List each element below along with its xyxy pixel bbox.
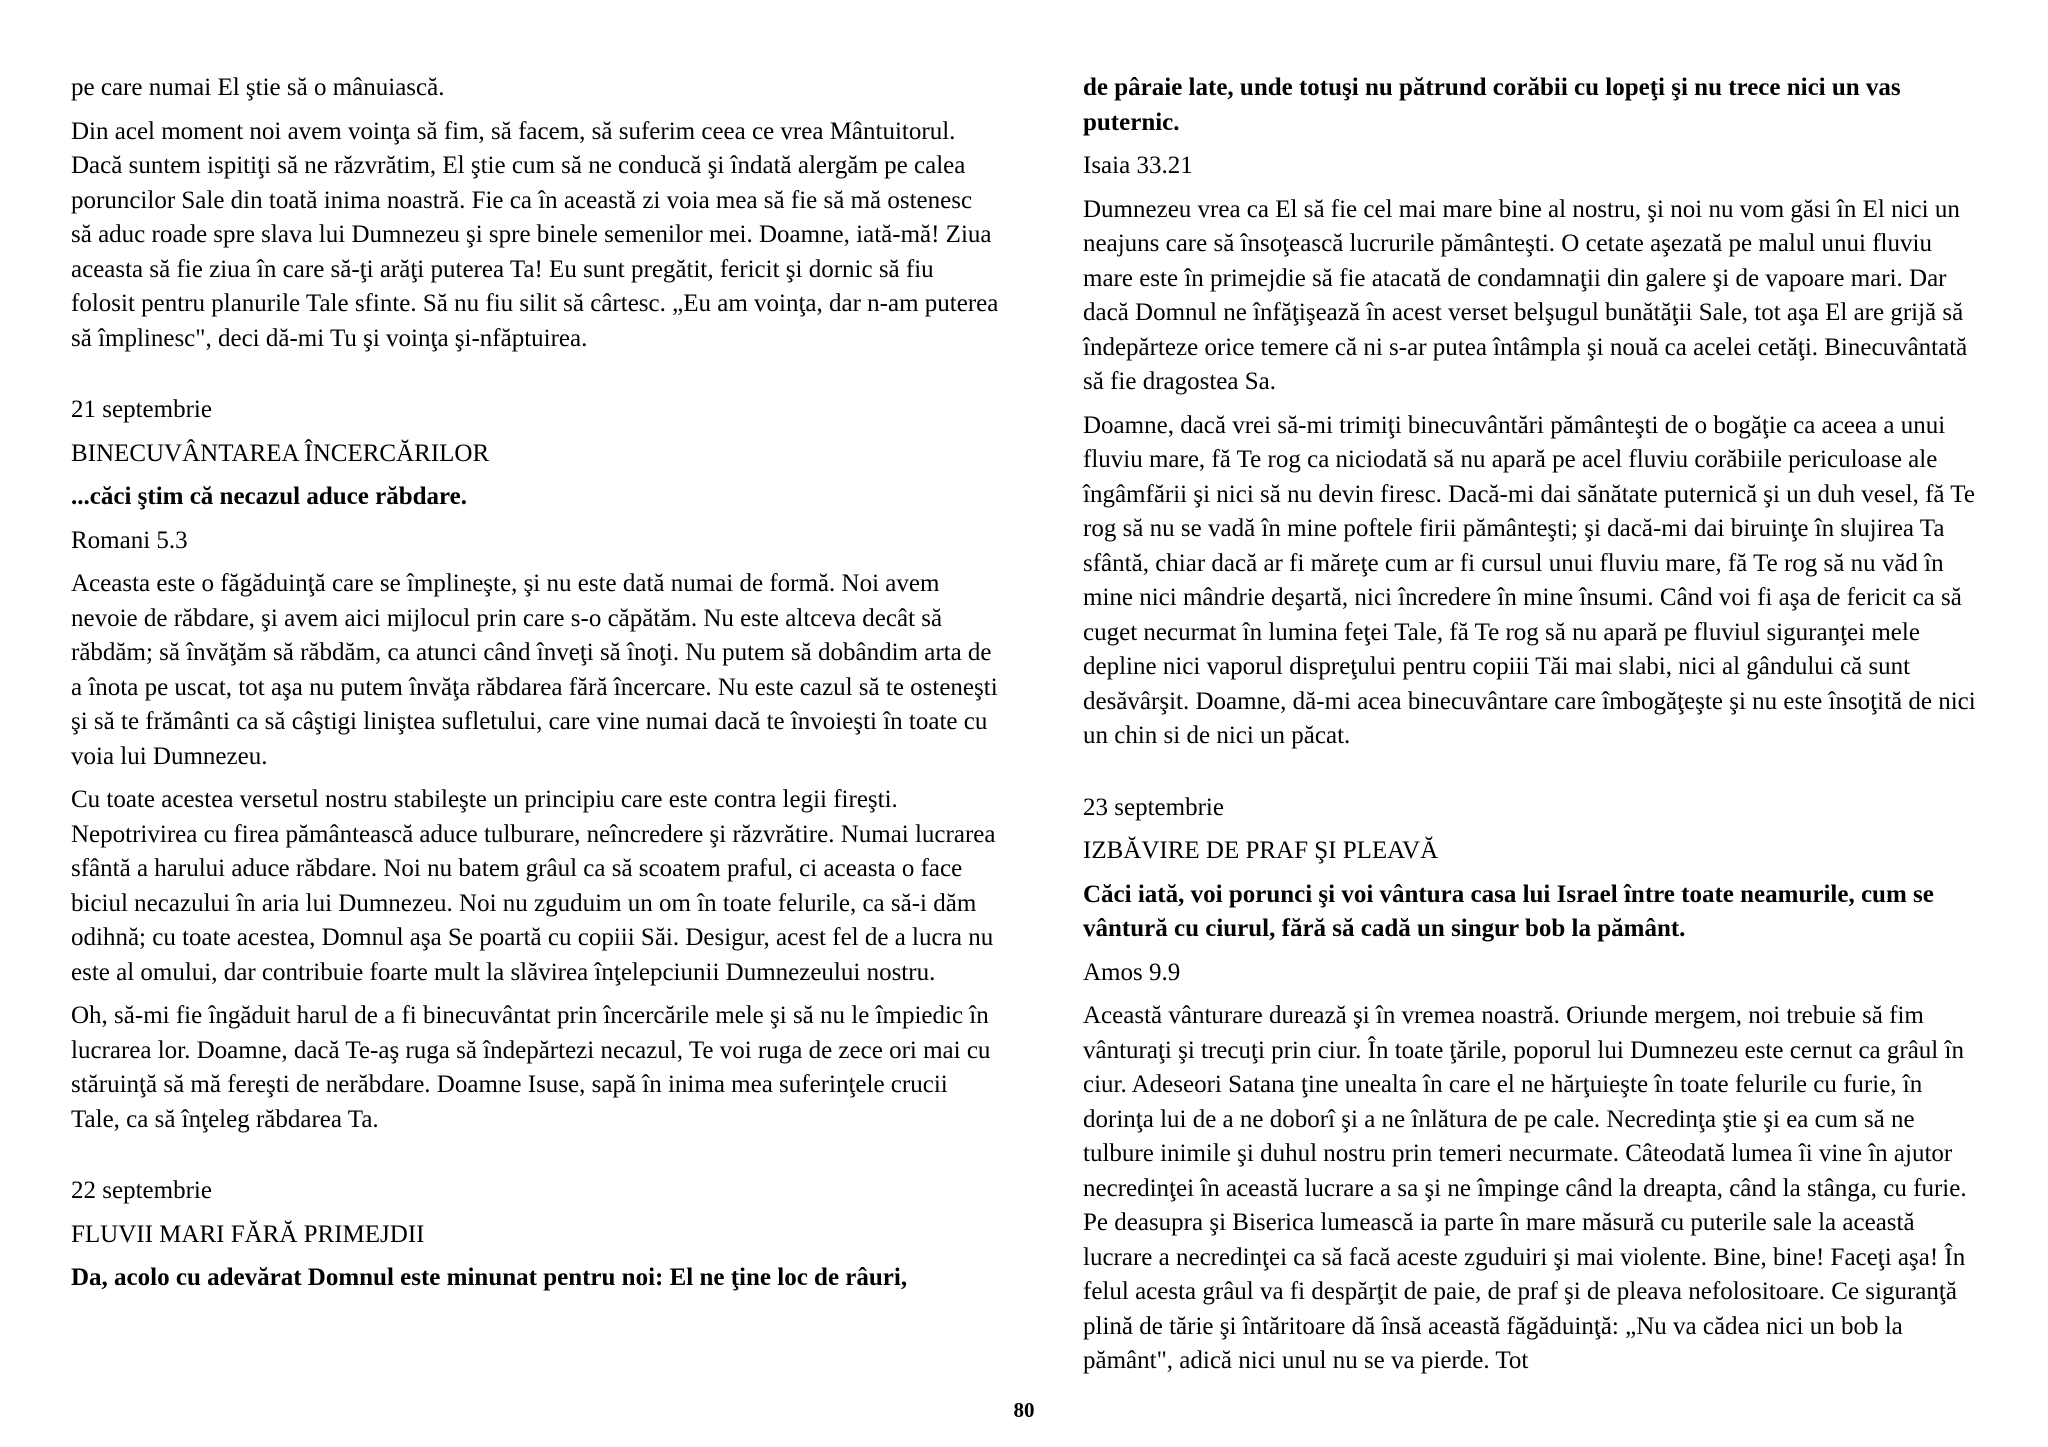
page-number: 80 <box>1013 1398 1035 1422</box>
section-gap <box>1083 763 1983 791</box>
scripture-verse: de pâraie late, unde totuşi nu pătrund corăbii cu lopeţi şi nu trece nici un vas puternic. <box>1083 74 1901 136</box>
paragraph: Această vânturare durează şi în vremea noastră. Oriunde mergem, noi trebuie să fim vânturaţi şi trecuţi prin ciur. În toate ţările, poporul lui Dumnezeu este cernut ca grâul în ciur. Adeseori Satana ţine unealta în care el ne hărţuieşte în toate felurile cu furie, în dorinţa lui de a ne doborî şi a ne înlătura de pe cale. Necredinţa ştie şi ea cum să ne tulbure inimile şi duhul nostru prin temeri necurmate. Câteodată lumea îi vine în ajutor necredinţei în această lucrare a sa şi ne împinge când la dreapta, când la stânga, cu furie. Pe deasupra şi Biserica lumească ia parte în mare măsură cu puterile sale la această lucrare a necredinţei ca să facă aceste zguduiri şi mai violente. Bine, bine! Faceţi aşa! În felul acesta grâul va fi despărţit de paie, de praf şi de pleava nefolositoare. Ce siguranţă plină de tărie şi întăritoare dă însă această făgăduinţă: „Nu va cădea nici un bob la pământ", adică nici unul nu se va pierde. Tot <box>1083 1002 1967 1374</box>
paragraph: pe care numai El ştie să o mânuiască. <box>71 74 445 101</box>
scripture-reference: Amos 9.9 <box>1083 958 1181 986</box>
devotional-title: FLUVII MARI FĂRĂ PRIMEJDII <box>71 1220 425 1248</box>
devotional-date: 23 septembrie <box>1083 793 1224 821</box>
left-column <box>71 71 999 1305</box>
paragraph: Oh, să-mi fie îngăduit harul de a fi binecuvântat prin încercările mele şi să nu le împiedic în lucrarea lor. Doamne, dacă Te-aş ruga să îndepărtezi necazul, Te voi ruga de zece ori mai cu stăruinţă să mă fereşti de nerăbdare. Doamne Isuse, sapă în inima mea suferinţele crucii Tale, ca să înţeleg răbdarea Ta. <box>71 1002 991 1133</box>
scripture-verse: ...căci ştim că necazul aduce răbdare. <box>71 483 467 510</box>
paragraph: Dumnezeu vrea ca El să fie cel mai mare bine al nostru, şi noi nu vom găsi în El nici un neajuns care să însoţească lucrurile pământeşti. O cetate aşezată pe malul unui fluviu mare este în primejdie să fie atacată de condamnaţii din galere şi de vapoare mari. Dar dacă Domnul ne înfăţişează în acest verset belşugul bunătăţii Sale, tot aşa El are grijă să îndepărteze orice temere că ni s-ar putea întâmpla şi nouă ca acelei cetăţi. Binecuvântată să fie dragostea Sa. <box>1083 195 1968 395</box>
paragraph: Din acel moment noi avem voinţa să fim, să facem, să suferim ceea ce vrea Mântuitorul. Dacă suntem ispitiţi să ne răzvrătim, El ştie cum să ne conducă şi îndată alergăm pe calea poruncilor Sale din toată inima noastră. Fie ca în această zi voia mea să fie să mă ostenesc să aduc roade spre slava lui Dumnezeu şi spre binele semenilor mei. Doamne, iată-mă! Ziua aceasta să fie ziua în care să-ţi arăţi puterea Ta! Eu sunt pregătit, fericit şi dornic să fiu folosit pentru planurile Tale sfinte. Să nu fiu silit să cârtesc. „Eu am voinţa, dar n-am puterea să împlinesc", deci dă-mi Tu şi voinţa şi-nfăptuirea. <box>71 117 999 352</box>
scripture-verse: Căci iată, voi porunci şi voi vântura casa lui Israel între toate neamurile, cum se vântură cu ciurul, fără să cadă un singur bob la pământ. <box>1083 880 1934 942</box>
scripture-reference: Isaia 33.21 <box>1083 152 1193 179</box>
paragraph: Doamne, dacă vrei să-mi trimiţi binecuvântări pământeşti de o bogăţie ca aceea a unui fluviu mare, fă Te rog ca niciodată să nu apară pe acel fluviu corăbiile periculoase ale îngâmfării şi nici să nu devin firesc. Dacă-mi dai sănătate puternică şi un duh vesel, fă Te rog să nu se vadă în mine poftele firii pământeşti; şi dacă-mi dai biruinţe în slujirea Ta sfântă, chiar dacă ar fi măreţe cum ar fi cursul unui fluviu mare, fă Te rog să nu văd în mine nici mândrie deşartă, nici încredere în mine însumi. Când voi fi aşa de fericit ca să cuget necurmat în lumina feţei Tale, fă Te rog să nu apară pe fluviul siguranţei mele depline nici vaporul dispreţului pentru copiii Tăi mai slabi, nici al gândului că sunt desăvârşit. Doamne, dă-mi acea binecuvântare care îmbogăţeşte şi nu este însoţită de nici un chin si de nici un păcat. <box>1083 411 1976 749</box>
paragraph: Aceasta este o făgăduinţă care se împlineşte, şi nu este dată numai de formă. Noi avem nevoie de răbdare, şi avem aici mijlocul prin care s-o căpătăm. Nu este altceva decât să răbdăm; să învăţăm să răbdăm, ca atunci când înveţi să înoţi. Nu putem să dobândim arta de a înota pe uscat, tot aşa nu putem învăţa răbdarea fără încercare. Nu este cazul să te osteneşti şi să te frământi ca să câştigi liniştea sufletului, care vine numai dacă te învoieşti în toate cu voia lui Dumnezeu. <box>71 570 998 770</box>
devotional-title: IZBĂVIRE DE PRAF ŞI PLEAVĂ <box>1083 837 1439 864</box>
section-gap <box>71 365 999 393</box>
paragraph: Cu toate acestea versetul nostru stabileşte un principiu care este contra legii fireşti. Nepotrivirea cu firea pământească aduce tulburare, neîncredere şi răzvrătire. Numai lucrarea sfântă a harului aduce răbdare. Noi nu batem grâul ca să scoatem praful, ci aceasta o face biciul necazului în aria lui Dumnezeu. Noi nu zguduim un om în toate felurile, ca să-i dăm odihnă; cu toate acestea, Domnul aşa Se poartă cu copiii Săi. Desigur, acest fel de a lucra nu este al omului, dar contribuie foarte mult la slăvirea înţelepciunii Dumnezeului nostru. <box>71 786 996 986</box>
scripture-verse: Da, acolo cu adevărat Domnul este minunat pentru noi: El ne ţine loc de râuri, <box>71 1264 908 1291</box>
right-column <box>1083 71 1983 1388</box>
devotional-title: BINECUVÂNTAREA ÎNCERCĂRILOR <box>71 439 490 467</box>
devotional-date: 21 septembrie <box>71 396 212 423</box>
devotional-date: 22 septembrie <box>71 1177 212 1204</box>
scripture-reference: Romani 5.3 <box>71 526 188 554</box>
section-gap <box>71 1146 999 1174</box>
